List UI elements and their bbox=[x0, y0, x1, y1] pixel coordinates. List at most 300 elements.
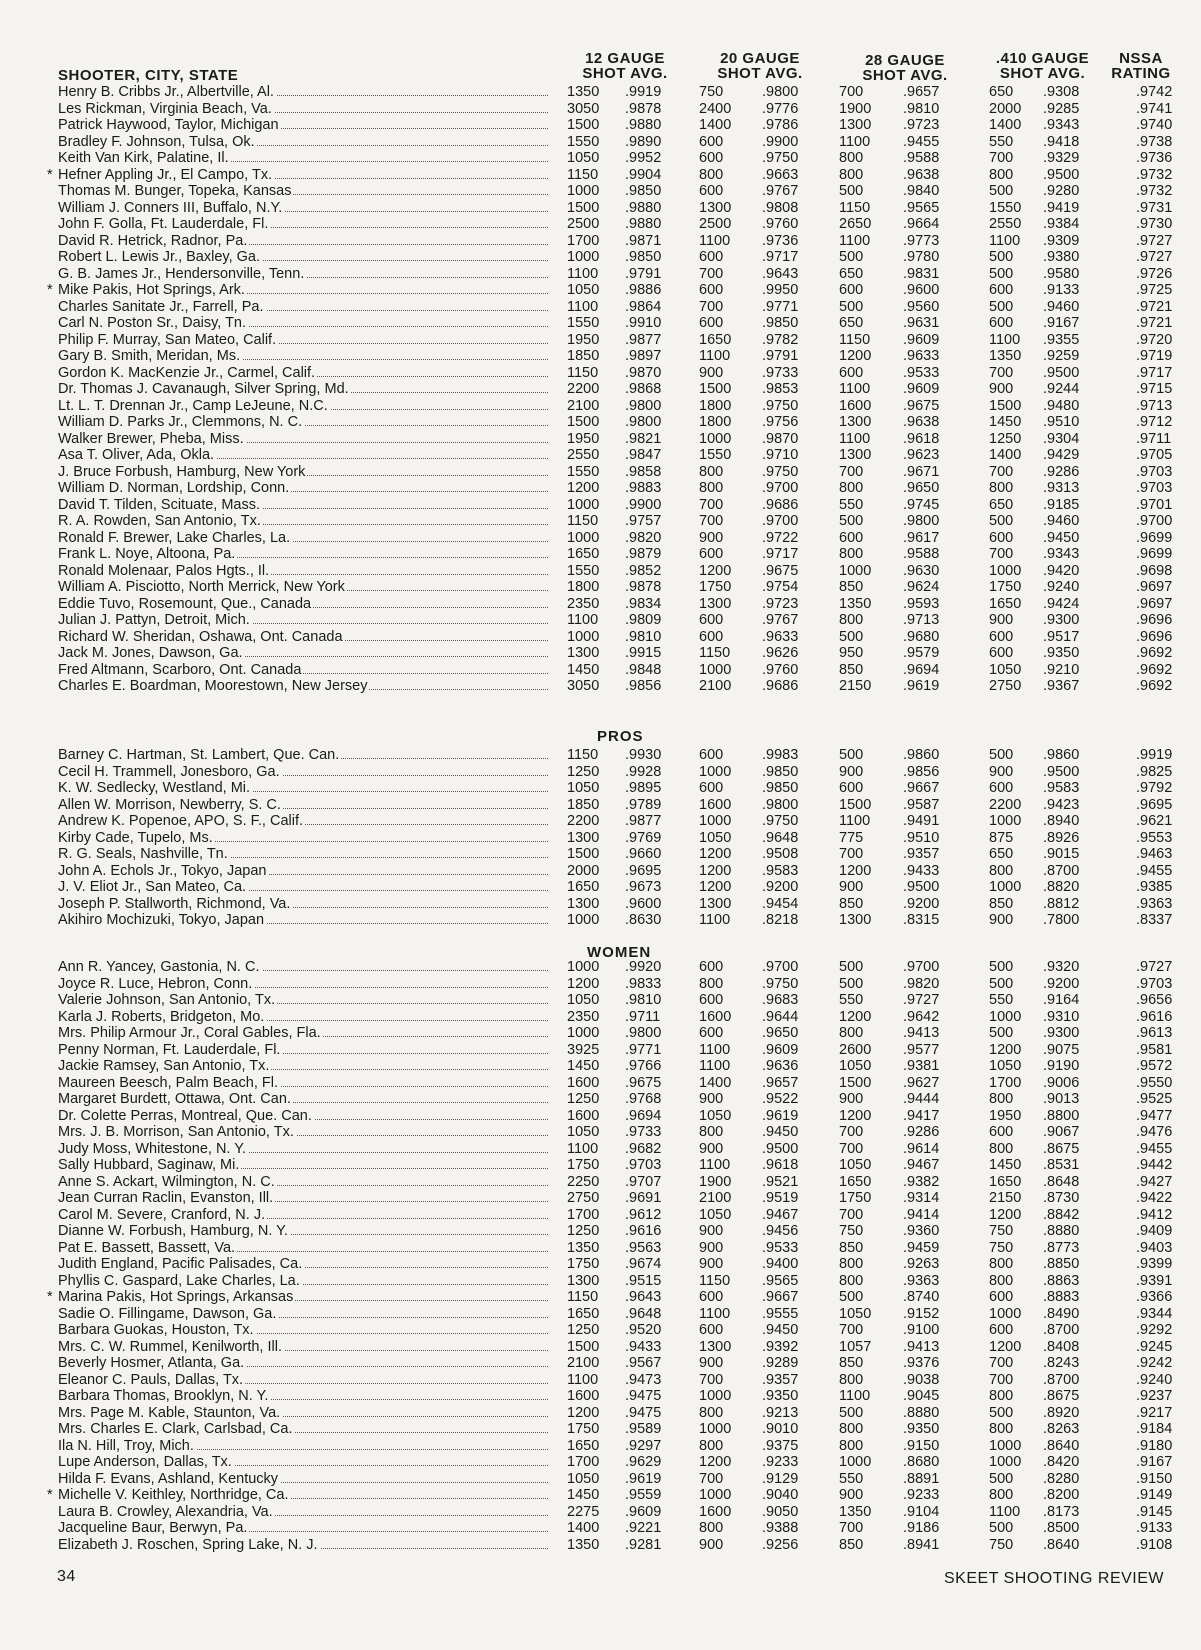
avg-20: .9233 bbox=[762, 1454, 799, 1470]
shot-410: 800 bbox=[989, 480, 1014, 496]
avg-12: .9847 bbox=[625, 447, 662, 463]
shot-410: 1550 bbox=[989, 199, 1022, 216]
shooter-name: Les Rickman, Virginia Beach, Va. bbox=[58, 100, 272, 117]
shot-28: 600 bbox=[839, 780, 864, 796]
shot-12: 1500 bbox=[567, 414, 600, 430]
table-row bbox=[0, 381, 1201, 398]
avg-20: .9756 bbox=[762, 414, 799, 430]
avg-410: .9304 bbox=[1043, 430, 1080, 447]
shot-410: 1700 bbox=[989, 1074, 1022, 1091]
avg-410: .9343 bbox=[1043, 546, 1080, 562]
shooter-name-cell bbox=[58, 1042, 548, 1059]
shot-12: 1450 bbox=[567, 661, 600, 678]
avg-12: .9297 bbox=[625, 1437, 662, 1454]
shooter-name: Cecil H. Trammell, Jonesboro, Ga. bbox=[58, 763, 280, 780]
shooter-name-cell bbox=[58, 117, 548, 134]
avg-20: .9675 bbox=[762, 562, 799, 579]
shot-12: 1050 bbox=[567, 150, 600, 166]
avg-12: .9221 bbox=[625, 1520, 662, 1536]
avg-20: .9776 bbox=[762, 100, 799, 117]
avg-28: .9638 bbox=[903, 166, 940, 183]
avg-20: .9040 bbox=[762, 1487, 799, 1503]
shooter-name-cell bbox=[58, 1075, 548, 1092]
avg-20: .9870 bbox=[762, 430, 799, 447]
shot-12: 1700 bbox=[567, 1206, 600, 1223]
shooter-name: Pat E. Bassett, Bassett, Va. bbox=[58, 1239, 236, 1256]
nssa-rating: .9703 bbox=[1136, 480, 1173, 496]
avg-410: .9280 bbox=[1043, 183, 1080, 199]
shot-28: 500 bbox=[839, 1404, 864, 1421]
table-row bbox=[0, 1091, 1201, 1108]
women-section-title: WOMEN bbox=[587, 944, 652, 961]
shot-20: 800 bbox=[699, 480, 724, 496]
shot-12: 1000 bbox=[567, 529, 600, 546]
table-row bbox=[0, 1190, 1201, 1207]
avg-28: .9664 bbox=[903, 216, 940, 232]
shot-12: 1550 bbox=[567, 133, 600, 150]
shooter-name-cell bbox=[58, 1009, 548, 1026]
avg-410: .9320 bbox=[1043, 959, 1080, 975]
shot-12: 1200 bbox=[567, 975, 600, 992]
shot-20: 1650 bbox=[699, 331, 732, 348]
avg-20: .9256 bbox=[762, 1536, 799, 1553]
table-row bbox=[0, 447, 1201, 464]
shooter-name-cell bbox=[58, 1405, 548, 1422]
shooter-name: Elizabeth J. Roschen, Spring Lake, N. J. bbox=[58, 1536, 318, 1553]
avg-28: .9510 bbox=[903, 829, 940, 846]
avg-20: .9808 bbox=[762, 199, 799, 216]
shot-28: 1000 bbox=[839, 1454, 872, 1470]
avg-12: .9848 bbox=[625, 661, 662, 678]
avg-12: .9871 bbox=[625, 232, 662, 249]
shot-12: 1000 bbox=[567, 959, 600, 975]
nssa-rating: .9133 bbox=[1136, 1520, 1173, 1536]
shooter-name-cell bbox=[58, 365, 548, 382]
avg-28: .9150 bbox=[903, 1437, 940, 1454]
avg-28: .9723 bbox=[903, 117, 940, 133]
avg-28: .9350 bbox=[903, 1421, 940, 1437]
table-row bbox=[0, 563, 1201, 580]
nssa-rating: .9695 bbox=[1136, 796, 1173, 813]
avg-20: .9850 bbox=[762, 315, 799, 331]
avg-410: .9133 bbox=[1043, 282, 1080, 298]
shot-20: 2500 bbox=[699, 216, 732, 232]
shot-28: 1050 bbox=[839, 1305, 872, 1322]
table-row bbox=[0, 1207, 1201, 1224]
table-row bbox=[0, 1042, 1201, 1059]
shooter-name-cell bbox=[58, 645, 548, 662]
shot-12: 2350 bbox=[567, 595, 600, 612]
avg-28: .9780 bbox=[903, 249, 940, 265]
avg-410: .8773 bbox=[1043, 1239, 1080, 1256]
nssa-rating: .9550 bbox=[1136, 1074, 1173, 1091]
avg-28: .9413 bbox=[903, 1338, 940, 1355]
gauge-20-subtitle: SHOT AVG. bbox=[717, 65, 803, 82]
table-row bbox=[0, 282, 1201, 299]
shot-28: 800 bbox=[839, 150, 864, 166]
nssa-rating: .9717 bbox=[1136, 364, 1173, 381]
gauge-410-header bbox=[985, 51, 1100, 81]
shooter-name: Jack M. Jones, Dawson, Ga. bbox=[58, 645, 243, 661]
shooter-name-cell bbox=[58, 546, 548, 563]
shot-20: 900 bbox=[699, 1256, 724, 1272]
table-row bbox=[0, 315, 1201, 332]
avg-28: .9800 bbox=[903, 513, 940, 529]
shot-20: 1100 bbox=[699, 1058, 731, 1074]
avg-28: .9455 bbox=[903, 133, 940, 150]
nssa-rating: .9727 bbox=[1136, 959, 1173, 975]
shot-28: 500 bbox=[839, 513, 864, 529]
nssa-rating: .9792 bbox=[1136, 780, 1173, 796]
nssa-rating: .9740 bbox=[1136, 117, 1173, 133]
shot-12: 1150 bbox=[567, 364, 599, 381]
shot-20: 600 bbox=[699, 1322, 724, 1338]
shot-410: 1200 bbox=[989, 1041, 1022, 1058]
avg-410: .8883 bbox=[1043, 1289, 1080, 1305]
avg-12: .9877 bbox=[625, 331, 662, 348]
avg-12: .9800 bbox=[625, 414, 662, 430]
shot-410: 1650 bbox=[989, 595, 1022, 612]
shot-28: 700 bbox=[839, 1124, 864, 1140]
shot-12: 1000 bbox=[567, 496, 600, 513]
shot-28: 2150 bbox=[839, 678, 872, 694]
shot-28: 550 bbox=[839, 1470, 864, 1487]
shooter-name: Charles Sanitate Jr., Farrell, Pa. bbox=[58, 298, 264, 315]
shot-20: 1050 bbox=[699, 829, 732, 846]
shooter-name: William D. Parks Jr., Clemmons, N. C. bbox=[58, 414, 303, 430]
shot-12: 1300 bbox=[567, 1272, 600, 1289]
avg-20: .9467 bbox=[762, 1206, 799, 1223]
table-row bbox=[0, 1157, 1201, 1174]
avg-410: .8408 bbox=[1043, 1338, 1080, 1355]
nssa-rating: .9712 bbox=[1136, 414, 1173, 430]
shot-20: 800 bbox=[699, 166, 724, 183]
avg-410: .9450 bbox=[1043, 529, 1080, 546]
nssa-rating: .9727 bbox=[1136, 249, 1173, 265]
avg-20: .9717 bbox=[762, 546, 799, 562]
avg-12: .9567 bbox=[625, 1355, 662, 1371]
shot-20: 600 bbox=[699, 612, 724, 628]
shooter-name-cell bbox=[58, 1157, 548, 1174]
shooter-name: Julian J. Pattyn, Detroit, Mich. bbox=[58, 612, 250, 628]
avg-12: .9643 bbox=[625, 1289, 662, 1305]
shot-410: 500 bbox=[989, 959, 1014, 975]
shooter-name: Phyllis C. Gaspard, Lake Charles, La. bbox=[58, 1272, 300, 1289]
gauge-410-title: .410 GAUGE bbox=[995, 50, 1090, 67]
shot-12: 1000 bbox=[567, 628, 600, 645]
nssa-rating: .9738 bbox=[1136, 133, 1173, 150]
shot-12: 1350 bbox=[567, 1239, 600, 1256]
table-row bbox=[0, 84, 1201, 101]
shot-410: 650 bbox=[989, 84, 1014, 100]
shooter-name-cell bbox=[58, 1355, 548, 1372]
avg-12: .9768 bbox=[625, 1091, 662, 1107]
table-row bbox=[0, 1355, 1201, 1372]
avg-28: .9579 bbox=[903, 645, 940, 661]
avg-410: .8812 bbox=[1043, 895, 1080, 912]
shot-12: 2275 bbox=[567, 1503, 600, 1520]
shot-28: 500 bbox=[839, 298, 864, 315]
shot-12: 1650 bbox=[567, 1437, 600, 1454]
shot-20: 1600 bbox=[699, 796, 732, 813]
shooter-name: Henry B. Cribbs Jr., Albertville, Al. bbox=[58, 84, 274, 100]
avg-410: .8730 bbox=[1043, 1190, 1080, 1206]
shooter-name-cell bbox=[58, 797, 548, 814]
avg-20: .9450 bbox=[762, 1124, 799, 1140]
avg-20: .9767 bbox=[762, 612, 799, 628]
avg-410: .9015 bbox=[1043, 846, 1080, 862]
shot-28: 900 bbox=[839, 879, 864, 895]
avg-28: .9444 bbox=[903, 1091, 940, 1107]
champion-marker: * bbox=[47, 166, 53, 183]
shooter-name-cell bbox=[58, 780, 548, 797]
shot-410: 1000 bbox=[989, 562, 1022, 579]
shot-410: 1000 bbox=[989, 879, 1022, 895]
shot-28: 1200 bbox=[839, 348, 872, 364]
table-row bbox=[0, 117, 1201, 134]
avg-20: .9456 bbox=[762, 1223, 799, 1239]
avg-12: .9897 bbox=[625, 348, 662, 364]
table-row bbox=[0, 612, 1201, 629]
table-row bbox=[0, 579, 1201, 596]
shot-12: 2100 bbox=[567, 1355, 600, 1371]
shot-20: 1200 bbox=[699, 879, 732, 895]
avg-20: .9983 bbox=[762, 747, 799, 763]
nssa-rating: .9713 bbox=[1136, 397, 1173, 414]
shooter-name-cell bbox=[58, 1339, 548, 1356]
shot-12: 1200 bbox=[567, 480, 600, 496]
avg-410: .8420 bbox=[1043, 1454, 1080, 1470]
avg-410: .8675 bbox=[1043, 1140, 1080, 1157]
avg-410: .9419 bbox=[1043, 199, 1080, 216]
shot-12: 3050 bbox=[567, 100, 600, 117]
avg-28: .9357 bbox=[903, 846, 940, 862]
table-row bbox=[0, 1339, 1201, 1356]
shooter-name-cell bbox=[58, 830, 548, 847]
avg-20: .9519 bbox=[762, 1190, 799, 1206]
avg-28: .9820 bbox=[903, 975, 940, 992]
shot-20: 600 bbox=[699, 1289, 724, 1305]
avg-410: .9310 bbox=[1043, 1008, 1080, 1025]
shooter-name-cell bbox=[58, 216, 548, 233]
avg-410: .9423 bbox=[1043, 796, 1080, 813]
shot-12: 1400 bbox=[567, 1520, 600, 1536]
shooter-name-cell bbox=[58, 381, 548, 398]
shooter-name-cell bbox=[58, 662, 548, 679]
shot-28: 550 bbox=[839, 496, 864, 513]
shot-20: 700 bbox=[699, 1470, 724, 1487]
shot-12: 1050 bbox=[567, 1470, 600, 1487]
shot-12: 1250 bbox=[567, 763, 600, 780]
shot-20: 600 bbox=[699, 183, 724, 199]
shot-410: 600 bbox=[989, 529, 1014, 546]
shot-410: 1200 bbox=[989, 1338, 1022, 1355]
avg-20: .9723 bbox=[762, 595, 799, 612]
avg-12: .9694 bbox=[625, 1107, 662, 1124]
avg-28: .9619 bbox=[903, 678, 940, 694]
shooter-name: Bradley F. Johnson, Tulsa, Ok. bbox=[58, 133, 255, 150]
shooter-name-cell bbox=[58, 1454, 548, 1471]
avg-20: .9500 bbox=[762, 1140, 799, 1157]
avg-12: .9810 bbox=[625, 992, 662, 1008]
shot-410: 2750 bbox=[989, 678, 1022, 694]
nssa-rating: .9721 bbox=[1136, 315, 1173, 331]
avg-410: .9244 bbox=[1043, 381, 1080, 397]
avg-20: .9533 bbox=[762, 1239, 799, 1256]
shooter-name-cell bbox=[58, 200, 548, 217]
shot-410: 1450 bbox=[989, 1157, 1022, 1173]
nssa-rating: .9150 bbox=[1136, 1470, 1173, 1487]
shooter-name: Joseph P. Stallworth, Richmond, Va. bbox=[58, 895, 291, 912]
avg-12: .9648 bbox=[625, 1305, 662, 1322]
shooter-name: R. G. Seals, Nashville, Tn. bbox=[58, 846, 228, 862]
avg-12: .9895 bbox=[625, 780, 662, 796]
avg-410: .9460 bbox=[1043, 513, 1080, 529]
shot-28: 600 bbox=[839, 282, 864, 298]
shot-12: 1050 bbox=[567, 992, 600, 1008]
nssa-rating: .9705 bbox=[1136, 447, 1173, 463]
shooter-name-cell bbox=[58, 348, 548, 365]
avg-20: .9722 bbox=[762, 529, 799, 546]
shot-12: 1450 bbox=[567, 1058, 600, 1074]
avg-12: .9833 bbox=[625, 975, 662, 992]
avg-28: .9773 bbox=[903, 232, 940, 249]
shooter-name: Jean Curran Raclin, Evanston, Ill. bbox=[58, 1190, 274, 1206]
table-row bbox=[0, 1306, 1201, 1323]
table-row bbox=[0, 912, 1201, 929]
shooter-name: Asa T. Oliver, Ada, Okla. bbox=[58, 447, 215, 463]
avg-28: .9856 bbox=[903, 763, 940, 780]
shot-12: 1500 bbox=[567, 117, 600, 133]
avg-12: .9858 bbox=[625, 463, 662, 480]
table-row bbox=[0, 1504, 1201, 1521]
avg-12: .9707 bbox=[625, 1173, 662, 1190]
avg-410: .8280 bbox=[1043, 1470, 1080, 1487]
avg-28: .9588 bbox=[903, 546, 940, 562]
shot-12: 1300 bbox=[567, 829, 600, 846]
shooter-name-cell bbox=[58, 896, 548, 913]
shot-410: 600 bbox=[989, 1322, 1014, 1338]
nssa-rating: .9477 bbox=[1136, 1107, 1173, 1124]
nssa-rating: .9427 bbox=[1136, 1173, 1173, 1190]
nssa-rating: .9363 bbox=[1136, 895, 1173, 912]
table-row bbox=[0, 896, 1201, 913]
table-row bbox=[0, 629, 1201, 646]
avg-28: .9413 bbox=[903, 1025, 940, 1041]
avg-12: .9900 bbox=[625, 496, 662, 513]
avg-28: .9650 bbox=[903, 480, 940, 496]
champion-marker: * bbox=[47, 1289, 53, 1305]
avg-12: .9629 bbox=[625, 1454, 662, 1470]
table-row bbox=[0, 431, 1201, 448]
shot-410: 650 bbox=[989, 846, 1014, 862]
shooter-name: Fred Altmann, Scarboro, Ont. Canada bbox=[58, 661, 302, 678]
shot-410: 1000 bbox=[989, 1008, 1022, 1025]
table-row bbox=[0, 764, 1201, 781]
nssa-rating: .9700 bbox=[1136, 513, 1173, 529]
shot-20: 1400 bbox=[699, 117, 732, 133]
shot-410: 1000 bbox=[989, 1437, 1022, 1454]
shooter-name: Keith Van Kirk, Palatine, Il. bbox=[58, 150, 229, 166]
table-row bbox=[0, 464, 1201, 481]
gauge-12-subtitle: SHOT AVG. bbox=[582, 65, 668, 82]
shot-20: 900 bbox=[699, 529, 724, 546]
shooter-name-cell bbox=[58, 1537, 548, 1554]
shot-28: 1750 bbox=[839, 1190, 872, 1206]
nssa-rating: .9391 bbox=[1136, 1272, 1173, 1289]
avg-20: .9633 bbox=[762, 628, 799, 645]
shot-410: 2200 bbox=[989, 796, 1022, 813]
avg-410: .9500 bbox=[1043, 166, 1080, 183]
shooter-name-cell bbox=[58, 912, 548, 929]
avg-28: .9038 bbox=[903, 1371, 940, 1388]
avg-20: .9648 bbox=[762, 829, 799, 846]
nssa-rating: .9366 bbox=[1136, 1289, 1173, 1305]
shot-20: 1600 bbox=[699, 1503, 732, 1520]
shooter-name-cell bbox=[58, 976, 548, 993]
shot-20: 1800 bbox=[699, 397, 732, 414]
avg-12: .9878 bbox=[625, 100, 662, 117]
shot-12: 1550 bbox=[567, 463, 600, 480]
shot-28: 850 bbox=[839, 895, 864, 912]
shot-20: 800 bbox=[699, 1404, 724, 1421]
table-row bbox=[0, 365, 1201, 382]
shooter-name-cell bbox=[58, 332, 548, 349]
avg-28: .9577 bbox=[903, 1041, 940, 1058]
avg-28: .9609 bbox=[903, 381, 940, 397]
nssa-rating: .9581 bbox=[1136, 1041, 1173, 1058]
shot-410: 600 bbox=[989, 645, 1014, 661]
shooter-header-label: SHOOTER, CITY, STATE bbox=[58, 67, 239, 84]
avg-20: .9663 bbox=[762, 166, 799, 183]
table-row bbox=[0, 1025, 1201, 1042]
avg-410: .8490 bbox=[1043, 1305, 1080, 1322]
table-row bbox=[0, 1405, 1201, 1422]
shot-20: 600 bbox=[699, 150, 724, 166]
nssa-rating: .9442 bbox=[1136, 1157, 1173, 1173]
avg-28: .9045 bbox=[903, 1388, 940, 1404]
avg-12: .9880 bbox=[625, 216, 662, 232]
table-row bbox=[0, 299, 1201, 316]
shot-410: 800 bbox=[989, 1421, 1014, 1437]
avg-410: .8263 bbox=[1043, 1421, 1080, 1437]
shot-410: 800 bbox=[989, 862, 1014, 879]
shot-410: 700 bbox=[989, 546, 1014, 562]
avg-410: .9285 bbox=[1043, 100, 1080, 117]
shooter-name-cell bbox=[58, 813, 548, 830]
gauge-28-header bbox=[850, 53, 960, 83]
shot-12: 1700 bbox=[567, 1454, 600, 1470]
shot-410: 500 bbox=[989, 1470, 1014, 1487]
nssa-rating: .8337 bbox=[1136, 912, 1173, 928]
shot-28: 700 bbox=[839, 1322, 864, 1338]
table-row bbox=[0, 780, 1201, 797]
gauge-20-header bbox=[705, 51, 815, 81]
nssa-rating: .9725 bbox=[1136, 282, 1173, 298]
page-number: 34 bbox=[57, 1568, 76, 1585]
avg-28: .9104 bbox=[903, 1503, 940, 1520]
avg-28: .9363 bbox=[903, 1272, 940, 1289]
shot-20: 1300 bbox=[699, 595, 732, 612]
shooter-name: J. Bruce Forbush, Hamburg, New York bbox=[58, 463, 306, 480]
shot-20: 900 bbox=[699, 1536, 724, 1553]
shot-410: 500 bbox=[989, 183, 1014, 199]
shot-12: 2550 bbox=[567, 447, 600, 463]
shot-410: 500 bbox=[989, 975, 1014, 992]
avg-410: .9013 bbox=[1043, 1091, 1080, 1107]
avg-28: .9810 bbox=[903, 100, 940, 117]
shot-20: 700 bbox=[699, 298, 724, 315]
